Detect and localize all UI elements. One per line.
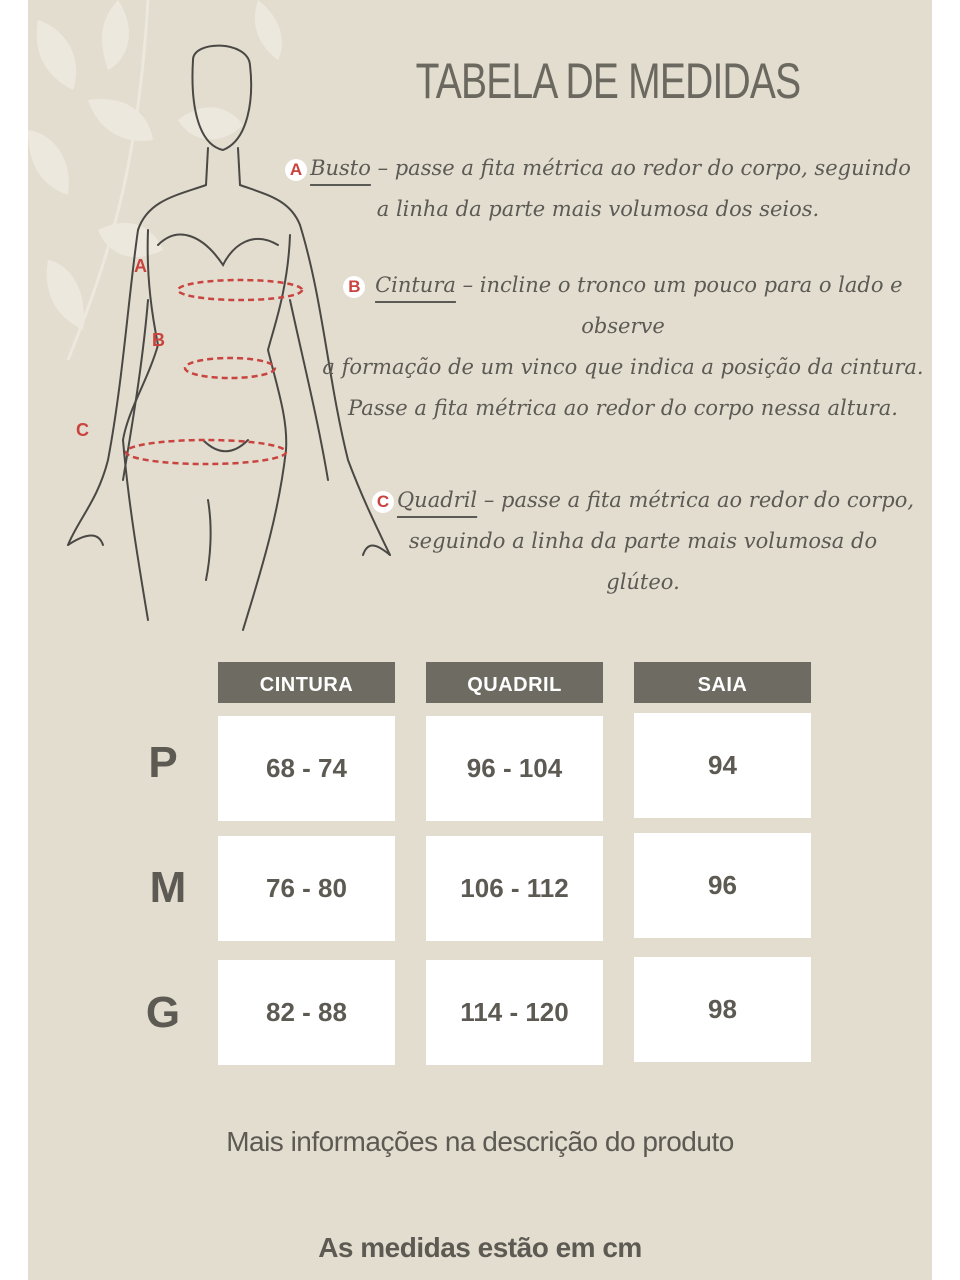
badge-c: C	[372, 491, 394, 513]
info-note: Mais informações na descrição do produto	[226, 1126, 734, 1157]
table-cell: 96	[634, 833, 811, 938]
column-header-cintura: CINTURA	[218, 662, 395, 703]
table-cell: 76 - 80	[218, 836, 395, 941]
measure-text: Passe a fita métrica ao redor do corpo nessa altura.	[348, 396, 898, 420]
page-title: TABELA DE MEDIDAS	[415, 53, 801, 109]
table-cell: 68 - 74	[218, 716, 395, 821]
measure-waist	[318, 265, 928, 429]
units-note: As medidas estão em cm	[318, 1232, 642, 1263]
measure-hip	[358, 480, 928, 603]
badge-b: B	[343, 276, 365, 298]
measure-text: – passe a fita métrica ao redor do corpo,	[477, 488, 915, 512]
measure-term: Busto	[310, 156, 371, 180]
column-header-saia: SAIA	[634, 662, 811, 703]
table-cell: 82 - 88	[218, 960, 395, 1065]
measure-text: a formação de um vinco que indica a posição da cintura.	[322, 355, 924, 379]
figure-label-b: B	[152, 330, 165, 350]
measure-text: – passe a fita métrica ao redor do corpo, seguindo	[370, 156, 911, 180]
row-label-m: M	[149, 863, 187, 912]
measure-text: glúteo.	[606, 570, 680, 594]
measure-bust	[278, 148, 918, 230]
badge-a: A	[285, 159, 307, 181]
figure-label-a: A	[134, 256, 147, 276]
table-cell: 98	[634, 957, 811, 1062]
table-cell: 94	[634, 713, 811, 818]
measure-term: Cintura	[375, 273, 456, 297]
figure-label-c: C	[76, 420, 89, 440]
row-label-g: G	[145, 988, 181, 1037]
measure-text: a linha da parte mais volumosa dos seios.	[376, 197, 820, 221]
row-label-p: P	[148, 738, 178, 787]
measure-text: – incline o tronco um pouco para o lado e	[455, 273, 903, 297]
measure-text: seguindo a linha da parte mais volumosa do	[408, 529, 878, 553]
column-header-quadril: QUADRIL	[426, 662, 603, 703]
measure-text: observe	[581, 314, 665, 338]
table-cell: 96 - 104	[426, 716, 603, 821]
table-cell: 106 - 112	[426, 836, 603, 941]
size-chart-page	[28, 0, 932, 1280]
measure-term: Quadril	[396, 488, 478, 512]
table-cell: 114 - 120	[426, 960, 603, 1065]
